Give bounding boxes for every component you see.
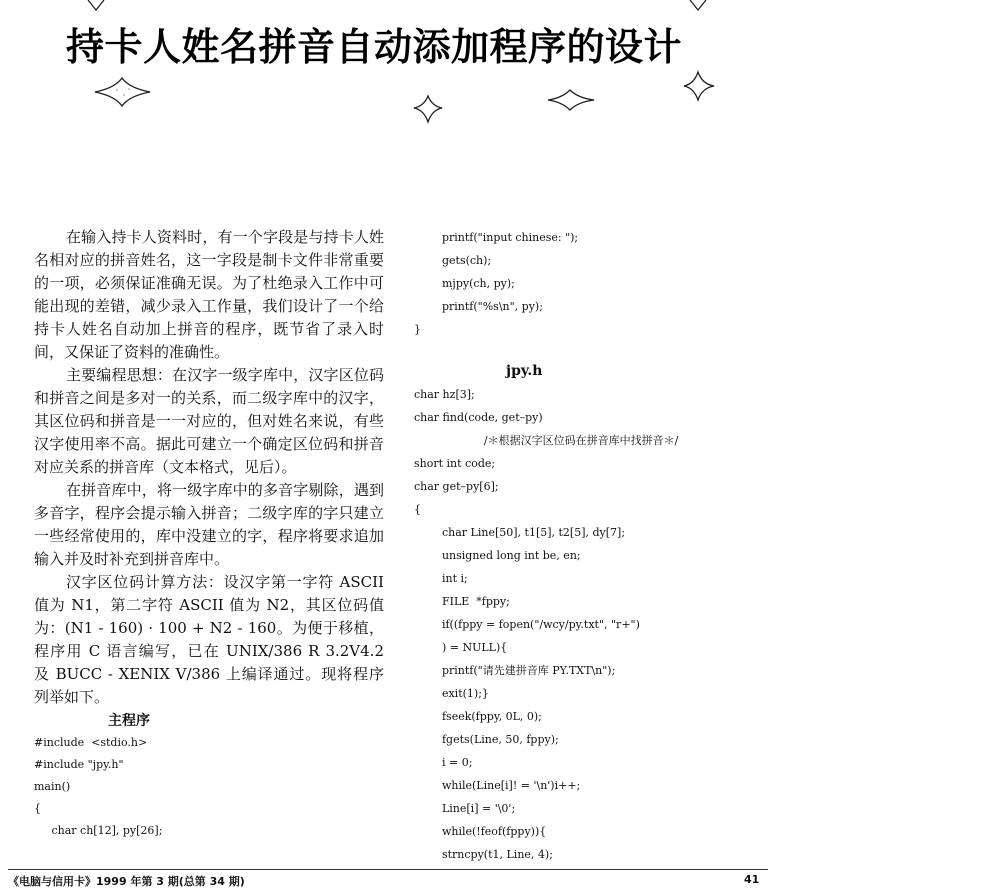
code-line: ) = NULL){ — [414, 641, 508, 654]
code-line: i = 0; — [414, 756, 473, 769]
footer-divider — [8, 869, 768, 870]
code-line: char hz[3]; — [414, 388, 475, 401]
star-decoration — [414, 96, 442, 122]
article-title: 持卡人姓名拼音自动添加程序的设计 — [66, 25, 683, 69]
paragraph: 主要编程思想：在汉字一级字库中，汉字区位码和拼音之间是多对一的关系，而二级字库中的汉字，其区位码和拼音是一一对应的，但对姓名来说，有些汉字使用率不高。据此可建立一个确定区位码和拼音对应关系的拼音库（文本格式，见后）。 — [34, 366, 384, 476]
main-program-heading: 主程序 — [108, 713, 150, 729]
code-line: { — [34, 802, 41, 815]
code-line: #include "jpy.h" — [34, 758, 124, 771]
code-line: printf("请先建拼音库 PY.TXT\n"); — [414, 664, 616, 677]
journal-footer: 《电脑与信用卡》1999 年第 3 期(总第 34 期) — [8, 875, 245, 888]
code-line: if((fppy = fopen("/wcy/py.txt", "r+") — [414, 618, 640, 631]
paragraph: 汉字区位码计算方法：设汉字第一字符 ASCII 值为 N1，第二字符 ASCII 值为 N2，其区位码值为：(N1 - 160) · 100 + N2 - 160。为便于移植，程序用 C 语言编写，已在 UNIX/386 R 3.2V4.2 及 BUCC - XENIX V/386 上编译通过。现将程序列举如下。 — [34, 573, 384, 706]
star-decoration — [95, 78, 150, 106]
code-line: char get–py[6]; — [414, 480, 499, 493]
jpy-h-heading: jpy.h — [506, 363, 543, 379]
code-line: main() — [34, 780, 71, 793]
code-line: /＊根据汉字区位码在拼音库中找拼音＊/ — [414, 434, 679, 447]
code-line: fgets(Line, 50, fppy); — [414, 733, 559, 746]
page-number: 41 — [744, 873, 760, 886]
code-line: unsigned long int be, en; — [414, 549, 581, 562]
star-decoration — [690, 0, 706, 10]
code-line: char Line[50], t1[5], t2[5], dy[7]; — [414, 526, 626, 539]
code-line: exit(1);} — [414, 687, 489, 700]
code-line: printf("input chinese: "); — [414, 231, 579, 244]
left-column — [34, 226, 384, 842]
code-line: char find(code, get–py) — [414, 411, 543, 424]
code-line: fseek(fppy, 0L, 0); — [414, 710, 542, 723]
star-decoration — [88, 0, 104, 10]
code-line: printf("%s\n", py); — [414, 300, 543, 313]
code-line: Line[i] = '\0'; — [414, 802, 516, 815]
code-line: strncpy(t1, Line, 4); — [414, 848, 553, 861]
code-line: int i; — [414, 572, 468, 585]
paragraph: 在输入持卡人资料时，有一个字段是与持卡人姓名相对应的拼音姓名，这一字段是制卡文件非常重要的一项，必须保证准确无误。为了杜绝录入工作中可能出现的差错，减少录入工作量，我们设计了一个给持卡人姓名自动加上拼音的程序，既节省了录入时间，又保证了资料的准确性。 — [34, 228, 384, 361]
code-line: gets(ch); — [414, 254, 492, 267]
code-line: short int code; — [414, 457, 496, 470]
code-line: while(!feof(fppy)){ — [414, 825, 547, 838]
code-line: #include <stdio.h> — [34, 736, 148, 749]
star-decoration — [548, 90, 594, 110]
code-line: } — [414, 323, 421, 336]
star-decoration — [684, 72, 714, 100]
code-line: mjpy(ch, py); — [414, 277, 515, 290]
code-line: char ch[12], py[26]; — [34, 824, 163, 837]
code-line: while(Line[i]! = '\n')i++; — [414, 779, 581, 792]
paragraph: 在拼音库中，将一级字库中的多音字剔除，遇到多音字，程序会提示输入拼音；二级字库的字只建立一些经常使用的，库中没建立的字，程序将要求追加输入并及时补充到拼音库中。 — [34, 481, 384, 568]
right-column — [414, 226, 784, 866]
code-line: { — [414, 503, 421, 516]
code-line: FILE *fppy; — [414, 595, 510, 608]
